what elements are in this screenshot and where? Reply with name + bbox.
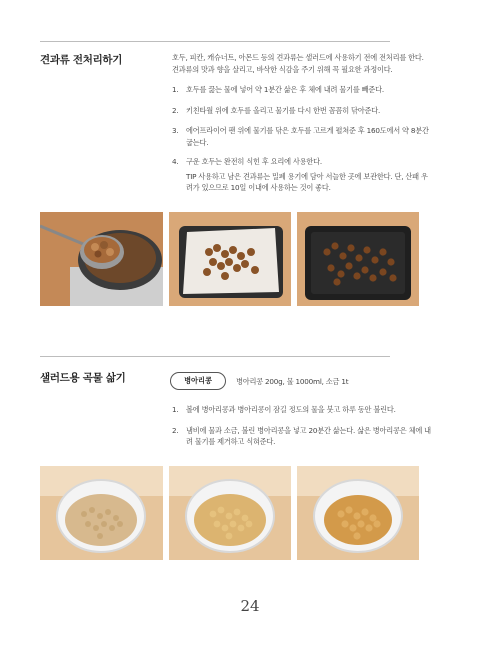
section2-top-rule <box>40 356 390 357</box>
photo-drained-chickpeas <box>297 466 419 560</box>
step-item <box>172 404 434 416</box>
step-text: 볼에 병아리콩과 병아리콩이 잠길 정도의 물을 붓고 하루 동안 불린다. <box>186 405 396 414</box>
section1-top-rule <box>40 41 390 42</box>
step-number: 4. <box>172 157 179 166</box>
step-number: 3. <box>172 126 179 135</box>
photo-drying-walnuts <box>169 212 291 306</box>
photo-soaking-chickpeas <box>40 466 163 560</box>
section2-title: 샐러드용 곡물 삶기 <box>40 372 126 384</box>
photo-boiled-chickpeas <box>169 466 291 560</box>
step-number: 1. <box>172 85 179 94</box>
step-number: 1. <box>172 405 179 414</box>
step-text: 호두를 끓는 물에 넣어 약 1분간 삶은 후 체에 내려 물기를 빼준다. <box>186 85 384 94</box>
section2-steps <box>172 404 434 448</box>
step-text: 에어프라이어 팬 위에 물기를 닦은 호두를 고르게 펼쳐준 후 160도에서 약 8분간 굽는다. <box>186 126 429 147</box>
section1-title: 견과류 전처리하기 <box>40 54 123 66</box>
tip-text: TIP 사용하고 남은 견과류는 밀폐 용기에 담아 서늘한 곳에 보관한다. 단, 산패 우려가 있으므로 10일 이내에 사용하는 것이 좋다. <box>186 171 428 192</box>
photo-roasted-walnuts <box>297 212 419 306</box>
step-text: 키친타월 위에 호두를 올리고 물기를 다시 한번 꼼꼼히 닦아준다. <box>186 105 381 115</box>
step-text: 구운 호두는 완전히 식힌 후 요리에 사용한다. <box>186 157 322 166</box>
step-item <box>172 84 434 96</box>
step-text-wrap <box>186 156 434 194</box>
ingredient-badge: 병아리콩 <box>170 372 226 390</box>
step-item <box>172 156 434 194</box>
step-item <box>172 105 434 117</box>
section1-intro: 호두, 피칸, 캐슈너트, 아몬드 등의 견과류는 샐러드에 사용하기 전에 전처리를 한다. 견과류의 맛과 향을 살리고, 바삭한 식감을 주기 위해 꼭 필요한 과정이다. <box>172 53 424 74</box>
page-number: 24 <box>240 597 260 615</box>
step-item <box>172 125 434 148</box>
step-number: 2. <box>172 425 179 435</box>
step-number: 2. <box>172 105 179 115</box>
section1-steps <box>172 84 434 194</box>
step-item <box>172 425 434 448</box>
step-text: 냄비에 물과 소금, 불린 병아리콩을 넣고 20분간 삶는다. 삶은 병아리콩은 체에 내려 물기를 제거하고 식혀준다. <box>186 425 431 446</box>
ingredient-list: 병아리콩 200g, 물 1000ml, 소금 1t <box>236 377 349 386</box>
photo-boiling-walnuts <box>40 212 163 306</box>
